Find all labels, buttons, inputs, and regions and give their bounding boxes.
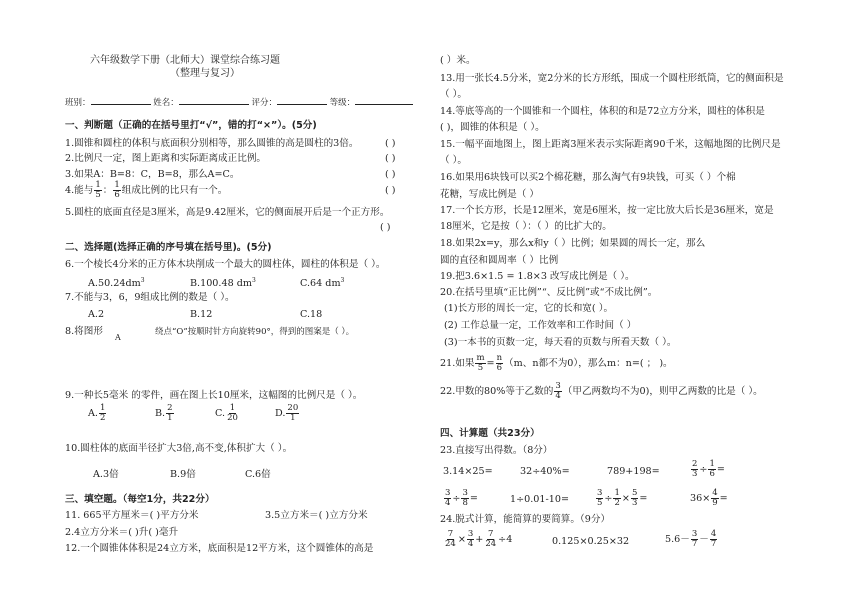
q11-part-b: 3.5立方米＝( )立方分米 (265, 510, 368, 521)
page-subtitle: （整理与复习） (170, 68, 240, 79)
q6-option-b[interactable]: B.100.48 $dm^3$ (190, 277, 256, 290)
q4-fraction-2: $\frac{1}{6}$ (114, 180, 120, 200)
q7: 7.不能与3，6，9组成比例的数是（ ）。 (65, 292, 235, 303)
q9-option-a[interactable]: A. $\frac{1}{2}$ (88, 403, 106, 423)
info-row (65, 95, 413, 109)
calc-item-fractions-4: 36× $\frac{4}{9}$ = (690, 488, 728, 508)
q13-cont: （ ）。 (440, 89, 468, 100)
q13: 13.用一张长4.5分米，宽2分米的长方形纸，围成一个圆柱形纸筒，它的侧面积是 (440, 73, 784, 84)
section-3-title: 三、填空题。（每空1分，共22分） (65, 494, 215, 505)
q4-colon: ： (102, 185, 113, 196)
q2-answer[interactable]: ( ) (385, 153, 396, 164)
q12: 12.一个圆锥体体积是24立方米，底面积是12平方米，这个圆锥体的高是 (65, 543, 374, 554)
section-4-title: 四、计算题（共23分） (440, 428, 540, 439)
q17: 17.一个长方形，长是12厘米，宽是6厘米，按一定比放大后长是36厘米，宽是 (440, 205, 774, 216)
q6: 6.一个棱长4分米的正方体木块削成一个最大的圆柱体，圆柱的体积是（ ）。 (65, 259, 386, 270)
section-1-title: 一、判断题（正确的在括号里打“√”，错的打“×”）。(5分) (65, 120, 317, 131)
q5-answer[interactable]: ( ) (380, 222, 391, 233)
q20-part-1: (1)长方形的周长一定，它的长和宽( ）。 (444, 303, 614, 314)
calc-item-fractions-1: $\frac{2}{3}$ ÷ $\frac{1}{6}$ = (692, 459, 725, 479)
calc-expression-1: $\frac{7}{24}$ × $\frac{3}{4}$ + $\frac{7}{24}$ ÷4 (445, 529, 513, 549)
q16-cont: 花糖，写成比例是（ ） (440, 189, 539, 200)
q9: 9.一种长5毫米 的零件，画在图上长10厘米，这幅图的比例尺是（ ）。 (65, 390, 363, 401)
q10: 10.圆柱体的底面半径扩大3倍,高不变,体积扩大（ ）。 (65, 443, 293, 454)
q11-part-c: 2.4立方分米＝( )升( )毫升 (65, 527, 179, 538)
q4-text-a: 4.能与 (65, 185, 94, 196)
q10-option-c[interactable]: C.6倍 (245, 469, 271, 480)
q8-text-a: 8.将图形 (65, 326, 103, 337)
calc-item-fractions-2: $\frac{3}{4}$ ÷ $\frac{3}{8}$ = (445, 488, 478, 508)
name-label: 姓名： (153, 98, 179, 108)
q10-option-a[interactable]: A.3倍 (93, 469, 119, 480)
q14-cont: ( )，圆锥的体积是（ ）。 (440, 122, 545, 133)
q8-figure-label: A (115, 333, 121, 342)
calc-expression-2: 0.125×0.25×32 (552, 536, 630, 547)
q3: 3.如果A：B=8：C，B=8，那么A=C。 (65, 169, 240, 180)
score-label: 评分： (251, 98, 277, 108)
q6-option-c[interactable]: C.64 $dm^3$ (300, 277, 345, 290)
q9-option-c[interactable]: C. $\frac{1}{20}$ (215, 403, 238, 423)
q9-option-b[interactable]: B. $\frac{2}{1}$ (155, 403, 173, 423)
q3-answer[interactable]: ( ) (385, 169, 396, 180)
q4 (65, 181, 227, 200)
q20-part-3: (3)一本书的页数一定，每天看的页数与所看天数（ ）。 (444, 337, 677, 348)
calc-item: 32÷40%= (520, 466, 570, 477)
q22-fraction: $\frac{3}{4}$ (555, 381, 561, 401)
q7-option-c[interactable]: C.18 (300, 309, 323, 320)
q4-text-b: 组成比例的比只有一个。 (121, 185, 228, 196)
q9-option-d[interactable]: D. $\frac{20}{1}$ (275, 403, 299, 423)
q17-cont: 18厘米，它是按（ ）：（ ）的比扩大的。 (440, 221, 612, 232)
name-blank[interactable] (179, 95, 249, 105)
grade-blank[interactable] (355, 95, 413, 105)
q10-option-b[interactable]: B.9倍 (170, 469, 196, 480)
q4-fraction-1: $\frac{1}{5}$ (95, 180, 101, 200)
q15: 15.一幅平面地图上，图上距离3厘米表示实际距离90千米，这幅地图的比例尺是 (440, 139, 781, 150)
q16: 16.如果用6块钱可以买2个棉花糖，那么淘气有9块钱，可买（ ）个棉 (440, 172, 736, 183)
q18: 18.如果2x=y，那么x和y（ ）比例；如果圆的周长一定，那么 (440, 238, 706, 249)
calc-item: 1÷0.01-10= (510, 494, 569, 505)
q21-fraction-m: $\frac{m}{5}$ (476, 353, 485, 373)
q1-answer[interactable]: ( ) (385, 138, 396, 149)
q24: 24.脱式计算，能简算的要简算。（9分） (440, 514, 611, 525)
q20-part-2: (2) 工作总量一定，工作效率和工作时间（ ） (444, 320, 637, 331)
class-label: 班别： (65, 98, 91, 108)
q18-cont: 圆的直径和圆周率（ ）比例 (440, 255, 559, 266)
score-blank[interactable] (277, 95, 327, 105)
q7-option-b[interactable]: B.12 (190, 309, 213, 320)
q6-option-a[interactable]: $A.50.24dm^3$ (88, 277, 145, 290)
q22: 22.甲数的80%等于乙数的 $\frac{3}{4}$ （甲乙两数均不为0)，则甲乙两数的比是（ ）。 (440, 381, 763, 401)
q11-part-a: 11. 665平方厘米＝( )平方分米 (65, 510, 199, 521)
q15-cont: （ ）。 (440, 155, 468, 166)
q4-answer[interactable]: ( ) (385, 185, 396, 196)
q12-cont: ( ）米。 (440, 55, 476, 66)
q5: 5.圆柱的底面直径是3厘米，高是9.42厘米，它的侧面展开后是一个正方形。 (65, 207, 390, 218)
q19: 19.把3.6×1.5 = 1.8×3 改写成比例是（ ）。 (440, 271, 635, 282)
q14: 14.等底等高的一个圆锥和一个圆柱，体积的和是72立方分米，圆柱的体积是 (440, 106, 765, 117)
section-2-title: 二、选择题(选择正确的序号填在括号里)。(5分) (65, 242, 272, 253)
q2: 2.比例尺一定，图上距离和实际距离成正比例。 (65, 153, 267, 164)
class-blank[interactable] (91, 95, 151, 105)
calc-item: 3.14×25= (443, 466, 493, 477)
q7-option-a[interactable]: A.2 (88, 309, 105, 320)
q23: 23.直接写出得数。（8分） (440, 445, 553, 456)
calc-item: 789+198= (607, 466, 660, 477)
grade-label: 等级： (329, 98, 356, 108)
q1: 1.圆锥和圆柱的体积与底面积分别相等，那么圆锥的高是圆柱的3倍。 (65, 138, 359, 149)
q8-text-b: 绕点“O”按顺时针方向旋转90°，得到的图案是（ ）。 (155, 327, 355, 337)
q21-fraction-n: $\frac{n}{6}$ (496, 353, 503, 373)
calc-item-fractions-3: $\frac{3}{5}$ ÷ $\frac{1}{2}$ × $\frac{5}{3}$ = (597, 488, 648, 508)
calc-expression-3: 5.6－ $\frac{3}{7}$ － $\frac{4}{7}$ (665, 529, 717, 549)
page-title: 六年级数学下册（北师大）课堂综合练习题 (90, 55, 280, 66)
q20: 20.在括号里填“正比例”“、反比例”或“不成比例”。 (440, 287, 658, 298)
q21: 21.如果 $\frac{m}{5}$ = $\frac{n}{6}$ （m、n都不为0），那么m：n=( ； )。 (440, 353, 673, 373)
